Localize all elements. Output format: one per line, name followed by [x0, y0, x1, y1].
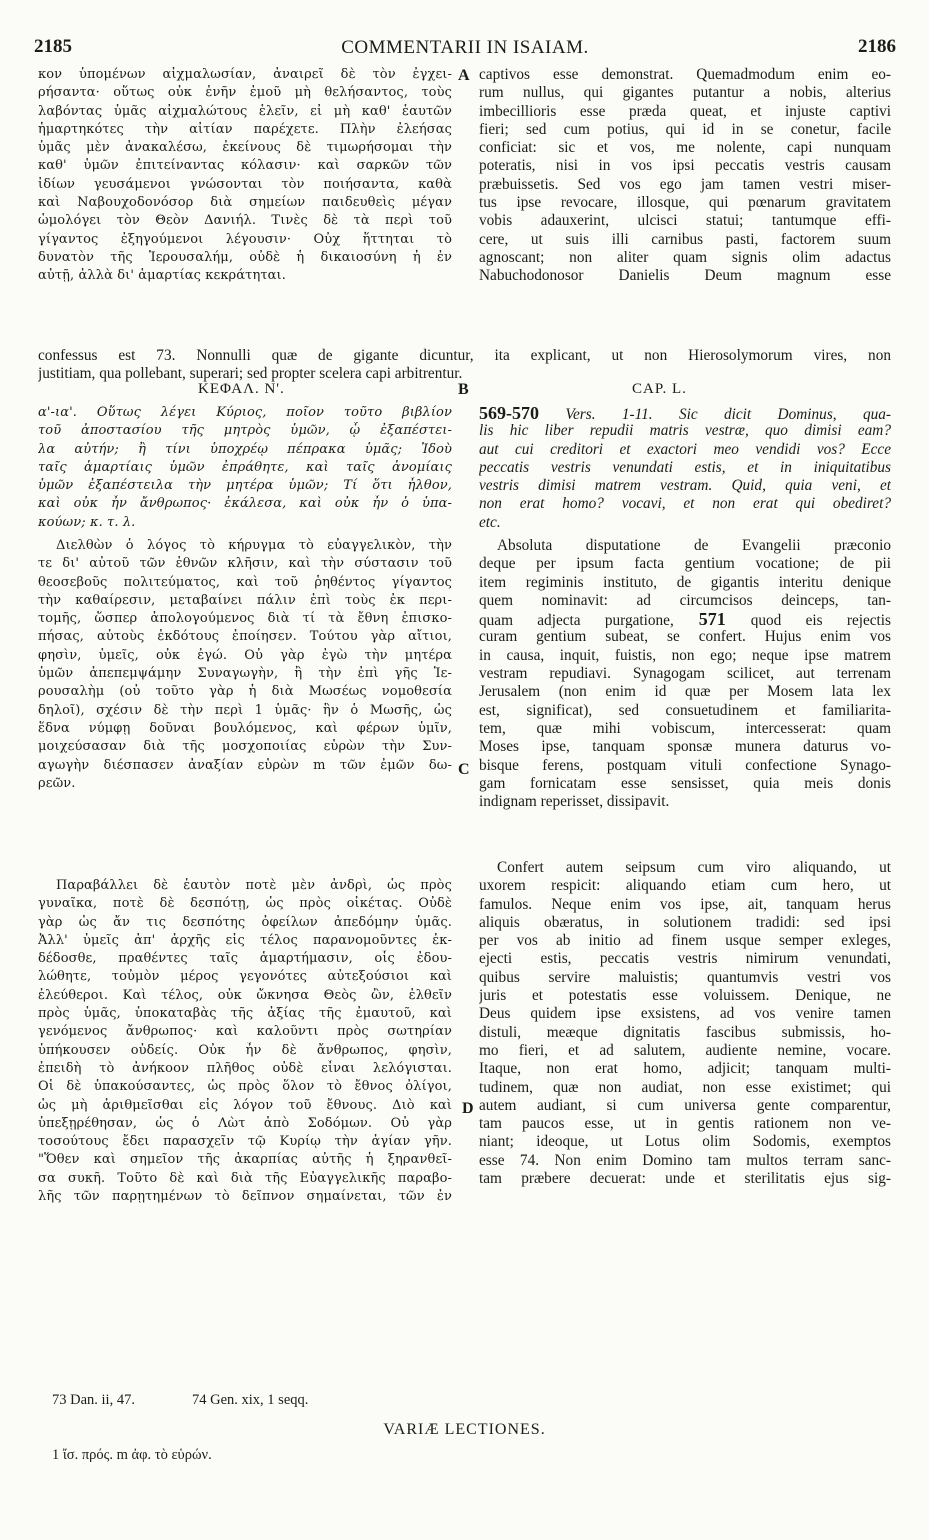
- greek-line: δηλοῖ), σχέσιν δὲ τὴν περὶ 1 ὑμᾶς· ἣν ὁ Μωσῆς, ὡς: [38, 702, 452, 718]
- footnote-73: 73 Dan. ii, 47.: [52, 1392, 135, 1408]
- latin-line: fieri; sed cum potius, qui id in se conetur, facile: [479, 120, 891, 138]
- greek-line: λαβόντας ὑμᾶς αἰχμαλώτους ἑλεῖν, εἰ μὴ καθ' ἑαυτῶν: [38, 103, 452, 119]
- latin-line: item regiminis instituto, de gigantis interitu denique: [479, 573, 891, 591]
- latin-line: conficiat: sic et vos, me nolente, capi nunquam: [479, 139, 891, 157]
- greek-line: ὡς μὴ ἀριθμεῖσθαι εἰς λόγον τοῦ ἔθνους. Διὸ καὶ: [38, 1097, 452, 1113]
- latin-line: Deus quidem ipse exsistens, ad vos venire tamen: [479, 1005, 891, 1023]
- greek-line: ὑμῶν ἀπεπεμψάμην Συναγωγὴν, ἢ τὴν ἐπὶ γῆς Ἱε-: [38, 666, 452, 682]
- latin-line: aliquis obæratus, in solutionem tradidi: sed ipsi: [479, 913, 891, 931]
- latin-line: juris et potestatis esse voluissem. Denique, ne: [479, 987, 891, 1005]
- greek-line: δυνατὸν τῆς Ἱερουσαλήμ, οὐδὲ ἡ δικαιοσύνη ἡ ἐν: [38, 249, 452, 265]
- greek-line: Παραβάλλει δὲ ἑαυτὸν ποτὲ μὲν ἀνδρὶ, ὡς πρὸς: [56, 878, 452, 893]
- greek-line: ἰδίων γευσάμενοι γνώσονται τὸν ποιήσαντα, καθὰ: [38, 176, 452, 192]
- latin-line: cere, ut suis illi carnibus pasti, factorem suum: [479, 230, 891, 248]
- latin-chapter-heading: CAP. L.: [632, 381, 687, 397]
- latin-line: Absoluta disputatione de Evangelii præconio: [497, 537, 891, 554]
- greek-line: Οἱ δὲ ὑπακούσαντες, ὡς πρὸς ὅλον τὸ ἔθνος ὀλίγοι,: [38, 1079, 452, 1095]
- margin-marker-c: C: [458, 761, 470, 778]
- greek-line: Ἀλλ' ὑμεῖς ἀπ' ἀρχῆς εἰς τέλος παρανομοῦντες ἐκ-: [38, 932, 452, 948]
- greek-lemma-line: κούων; κ. τ. λ.: [38, 514, 136, 530]
- latin-line: poteratis, nisi in vos ipsi peccatis vestris causam: [479, 157, 891, 175]
- greek-line: κον ὑπομένων αἰχμαλωσίαν, ἀναιρεῖ δὲ τὸν ἐγχει-: [38, 67, 452, 82]
- latin-line: Moses ipse, tanquam sponsæ munera daturus vo-: [479, 738, 891, 756]
- latin-line: tem, quæ mihi vobiscum, intercesserat: quam: [479, 719, 891, 737]
- greek-lemma-line: ταῖς ἁμαρτίαις ὑμῶν ἐπράθητε, καὶ ταῖς ἀνομίαις: [38, 459, 452, 475]
- latin-lemma-line: peccatis vestris venundati estis, et in iniquitatibus: [479, 458, 891, 476]
- latin-line: quem nominavit: ad circumcisos deinceps, tan-: [479, 591, 891, 609]
- latin-line: deque per ipsum facta gentium vocatione; de pii: [479, 555, 891, 573]
- latin-lemma: [479, 404, 891, 532]
- full-width-text: [38, 347, 891, 384]
- greek-lemma-line: καὶ οὐκ ἦν ἄνθρωπος· ἐκάλεσα, καὶ οὐκ ἦν ὁ ὑπα-: [38, 496, 452, 512]
- greek-line: ρεῶν.: [38, 775, 76, 791]
- latin-column-top: [479, 66, 891, 286]
- latin-line: tam paucos esse, ut in gentis rationem non ve-: [479, 1115, 891, 1133]
- page-number-right: 2186: [858, 36, 896, 57]
- greek-line: θεοσεβοῦς πολιτεύματος, καὶ τοῦ ῥηθέντος γίγαντος: [38, 574, 452, 590]
- latin-lemma-line: etc.: [479, 513, 501, 531]
- full-line: confessus est 73. Nonnulli quæ de gigante dicuntur, ita explicant, ut non Hierosolymorum vires, non: [38, 347, 891, 364]
- variant-readings: 1 ἴσ. πρός. m ἀφ. τὸ εὑρών.: [52, 1447, 212, 1463]
- latin-line: distuli, meæque dignitatis fascibus submissis, ho-: [479, 1023, 891, 1041]
- latin-line: in causa, inquit, fuistis, non ego; neque ipse matrem: [479, 646, 891, 664]
- greek-line: καθ' ὑμῶν ἐπιτείναντας κόλασιν· καὶ σαρκῶν τῶν: [38, 158, 452, 174]
- greek-line: πρὸς ὑμᾶς, ὑποκαταβὰς τῆς ἀξίας τῆς ἐμαυτοῦ, καὶ: [38, 1006, 452, 1022]
- latin-line: tudinem, quæ non audiat, non esse existimet; qui: [479, 1078, 891, 1096]
- column-number: 569-570: [479, 404, 539, 423]
- greek-line: "Ὅθεν καὶ σημεῖον τῆς ἀκαρπίας αὐτῆς ἡ ξηρανθεῖ-: [38, 1152, 452, 1168]
- greek-line: λῆς τῶν παρῃτημένων τὸ δεῖπνον σημαίνεται, τῶν ἐν: [38, 1189, 452, 1205]
- margin-marker-d: D: [462, 1100, 474, 1117]
- latin-line: agnoscant; non aliter quam signis olim adactus: [479, 248, 891, 266]
- latin-line: vestram repudiavi. Synagogam scilicet, aut terrenam: [479, 665, 891, 683]
- latin-paragraph-2: [479, 859, 891, 1188]
- greek-line: σα συκῆ. Τοῦτο δὲ καὶ διὰ τῆς Εὐαγγελικῆς παραβο-: [38, 1170, 452, 1186]
- greek-line: ὑπήκουσεν οὐδείς. Οὐκ ἦν δὲ ἄνθρωπος, φησὶν,: [38, 1042, 452, 1058]
- latin-line: indignam reperisset, dissipavit.: [479, 793, 670, 811]
- latin-line: vobis adauxerint, ulcisci statui; tantumque effi-: [479, 212, 891, 230]
- latin-line: per vos ab initio ad finem usque semper exleges,: [479, 932, 891, 950]
- latin-lemma-line: 569-570 Vers. 1-11. Sic dicit Dominus, qua-: [479, 404, 891, 423]
- latin-line: curam gentium subeat, se confert. Hujus enim vos: [479, 628, 891, 646]
- latin-line: autem audiant, si cum universa gente comparentur,: [479, 1096, 891, 1114]
- greek-lemma-line: α'-ια'. Οὕτως λέγει Κύριος, ποῖον τοῦτο βιβλίον: [38, 405, 452, 420]
- latin-line: est, significat), sed consuetudinem et familiarita-: [479, 701, 891, 719]
- latin-line: gam fornicatam esse sensisset, quia meis donis: [479, 774, 891, 792]
- page-number-left: 2185: [34, 36, 72, 57]
- variae-lectiones-title: VARIÆ LECTIONES.: [383, 1421, 546, 1438]
- greek-line: Διελθὼν ὁ λόγος τὸ κήρυγμα τὸ εὐαγγελικὸν, τὴν: [56, 538, 452, 553]
- greek-lemma-line: τοῦ ἀποστασίου τῆς μητρὸς ὑμῶν, ᾧ ἐξαπέστει-: [38, 423, 452, 439]
- greek-column-top: [38, 66, 452, 286]
- greek-line: γυναῖκα, ποτὲ δὲ δεσπότῃ, ὡς πρὸς οἰκέτας. Οὐδὲ: [38, 896, 452, 912]
- greek-line: φησὶν, ὑμεῖς, οὐκ ἐγώ. Οὐ γὰρ ἐγὼ τὴν μητέρα: [38, 647, 452, 663]
- greek-line: τε δι' αὐτοῦ τῶν ἐθνῶν κλῆσιν, καὶ τὴν σύστασιν τοῦ: [38, 556, 452, 572]
- latin-lemma-line: non erat homo? vocavi, et non erat qui obediret?: [479, 495, 891, 513]
- full-line: justitiam, qua pollebant, superari; sed propter scelera capi arbitrentur.: [38, 365, 463, 383]
- greek-line: γὰρ ὡς ἄν τις δεσπότης ὀφείλων ἀπεδόμην ὑμᾶς.: [38, 914, 452, 930]
- latin-line: rum nullus, qui gigantes putantur a nobis, alterius: [479, 84, 891, 102]
- greek-lemma: [38, 404, 452, 532]
- margin-marker-a: A: [458, 67, 470, 84]
- greek-line: ἐλεύθεροι. Καὶ τέλος, οὐκ ὤκνησα Θεὸς ὢν, ἐλθεῖν: [38, 987, 452, 1003]
- column-number: 571: [673, 610, 751, 629]
- greek-line: τὴν καθαίρεσιν, μεταβαίνει πάλιν ἐπὶ τοὺς ἐκ περι-: [38, 592, 452, 608]
- latin-line: Itaque, non erat homo, adjicit; tanquam multi-: [479, 1060, 891, 1078]
- greek-line: τομῆς, ὥσπερ ἀπολογούμενος διὰ τί τὰ ἔθνη ἐπισκο-: [38, 611, 452, 627]
- greek-line: τοσούτους ἔδει παρασχεῖν τῷ Κυρίῳ τὴν ἁγίαν γῆν.: [38, 1134, 452, 1150]
- greek-line: αγωγὴν διέσπασεν ἀναξίαν εὑρὼν m τῶν ἐμῶν δω-: [38, 757, 452, 773]
- greek-lemma-line: ὑμῶν ἐξαπέστειλα τὴν μητέρα ὑμῶν; Τί ὅτι ἦλθον,: [38, 478, 452, 494]
- latin-line: ejecti estis, peccatis vestris nimirum venundati,: [479, 950, 891, 968]
- greek-chapter-heading: ΚΕΦΑΛ. Ν'.: [198, 381, 285, 397]
- latin-line: tam præbere decuerat: unde et sterilitatis ejus sig-: [479, 1170, 891, 1188]
- latin-line: Jerusalem (non enim id quæ per Mosem lata lex: [479, 683, 891, 701]
- latin-lemma-line: aut cui creditori et exactori meo vendidi vos? Ecce: [479, 440, 891, 458]
- greek-line: ὑπεξῃρέθησαν, ὡς ὁ Λὼτ ἀπὸ Σοδόμων. Οὐ γὰρ: [38, 1115, 452, 1131]
- greek-lemma-line: λα αὐτήν; ἢ τίνι ὑποχρέῳ πέπρακα ὑμᾶς; Ἰδοὺ: [38, 441, 452, 457]
- greek-line: αὐτῇ, ἀλλὰ δι' ἁμαρτίας κεκράτηται.: [38, 268, 286, 284]
- latin-line: Nabuchodonosor Danielis Deum magnum esse: [479, 267, 891, 285]
- greek-line: γίγαντος ἐξηγούμενοι λέγουσιν· Οὐχ ἥττηται τὸ: [38, 231, 452, 247]
- greek-line: ὑμᾶς μὲν ἀνακαλέσω, ἐκείνους δὲ τιμωρήσομαι τὴν: [38, 140, 452, 156]
- greek-line: ρουσαλὴμ (οὐ τοῦτο γὰρ ἡ διὰ Μωσέως νομοθεσία: [38, 684, 452, 700]
- latin-line: quam adjecta purgatione, 571 quod eis rejectis: [479, 610, 891, 629]
- greek-line: πήσας, αὐτοὺς ἐκδότους ἐποίησεν. Τούτου γὰρ αἴτιοι,: [38, 629, 452, 645]
- latin-line: esse 74. Non enim Domino tam multos terram sanc-: [479, 1151, 891, 1169]
- latin-line: Confert autem seipsum cum viro aliquando, ut: [497, 859, 891, 876]
- latin-line: famulos. Neque enim vos ipse, ait, tanquam herus: [479, 895, 891, 913]
- latin-line: imbecillioris esse præda queat, et injuste captivi: [479, 102, 891, 120]
- greek-line: ἕδνα νύμφῃ δοῦναι βουλόμενος, καὶ φέρων ὑμῖν,: [38, 720, 452, 736]
- greek-line: λώθητε, τοὐμὸν μέρος γεγονότες αὐτεξούσιοι καὶ: [38, 969, 452, 985]
- latin-line: tus ipse revocare, illosque, qui pœnarum gravitatem: [479, 194, 891, 212]
- greek-paragraph-2: [38, 877, 452, 1206]
- latin-lemma-line: vestris dimisi matrem vestram. Quid, quia veni, et: [479, 477, 891, 495]
- latin-line: quibus servire maluistis; quantumvis vestri vos: [479, 968, 891, 986]
- footnote-74: 74 Gen. xix, 1 seqq.: [192, 1392, 309, 1408]
- running-title: COMMENTARII IN ISAIAM.: [341, 37, 589, 58]
- greek-line: καὶ Ναβουχοδονόσορ διὰ σημείων παιδευθεὶς μέγαν: [38, 195, 452, 211]
- latin-line: uxorem respicit: aliquando etiam cum hero, ut: [479, 877, 891, 895]
- greek-line: ἡμαρτηκότες τὴν αἰτίαν παρέχετε. Πλὴν ἐλεήσας: [38, 121, 452, 137]
- greek-line: δέδοσθε, πραθέντες ταῖς ἁμαρτήμασιν, οἷς ἐδου-: [38, 951, 452, 967]
- latin-lemma-line: lis hic liber repudii matris vestræ, quo dimisi eam?: [479, 422, 891, 440]
- greek-line: ὡμολόγει τὸν Θεὸν Δανιήλ. Τινὲς δὲ τὰ περὶ τοῦ: [38, 213, 452, 229]
- latin-line: captivos esse demonstrat. Quemadmodum enim eo-: [479, 66, 891, 83]
- greek-line: μοιχεύσασαν διὰ τῆς μοσχοποιίας εὑρὼν τὴν Συν-: [38, 739, 452, 755]
- greek-line: γενόμενος ἄνθρωπος· καὶ καλοῦντι πρὸς σωτηρίαν: [38, 1024, 452, 1040]
- latin-paragraph-1: [479, 537, 891, 811]
- latin-line: bisque ferens, postquam vituli confectione Synago-: [479, 756, 891, 774]
- latin-line: niant; ideoque, ut Lotus olim Sodomis, exemptos: [479, 1133, 891, 1151]
- latin-line: præbuissetis. Sed vos ego jam tamen vestri miser-: [479, 175, 891, 193]
- latin-line: mo fieri, et ad salutem, audiente nemine, vocare.: [479, 1041, 891, 1059]
- margin-marker-b: B: [458, 381, 469, 398]
- greek-line: ρήσαντα· οὕτως οὐκ ἐνῆν ἐμοῦ μὴ θελήσαντος, τοὺς: [38, 85, 452, 101]
- greek-line: ἐπειδὴ τὸ ἀνήκοον πλῆθος οὐδὲ εἶναι λελόγισται.: [38, 1060, 452, 1076]
- greek-paragraph-1: [38, 537, 452, 793]
- page-header: [34, 36, 896, 60]
